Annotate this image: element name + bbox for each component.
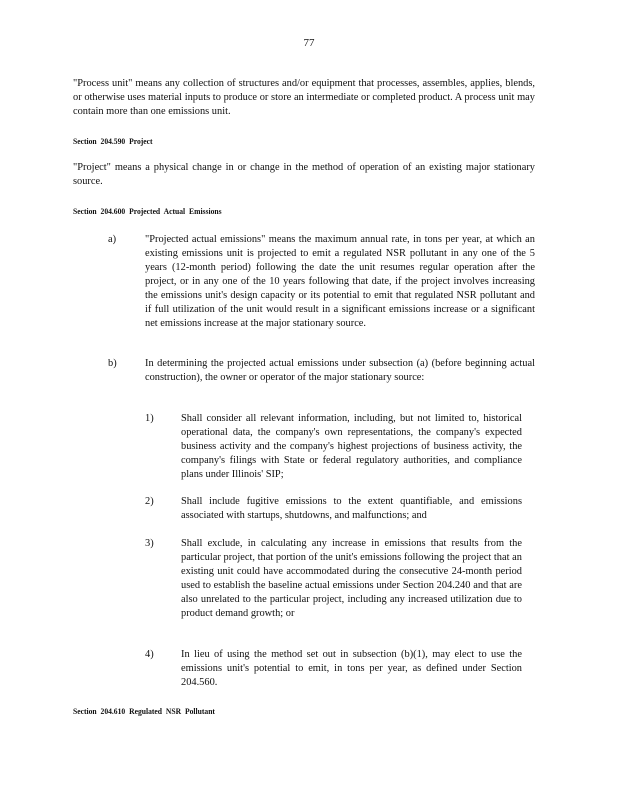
subsection-a-marker: a)	[108, 234, 117, 245]
section-heading-204-590: Section 204.590 Project	[73, 136, 153, 147]
subsection-b4-text: In lieu of using the method set out in subsection (b)(1), may elect to use the emissions unit's potential to emit, in tons per year, as defined under Section 204.560.	[181, 649, 522, 688]
project-definition: "Project" means a physical change in or change in the method of operation of an existing major stationary source.	[73, 162, 535, 187]
subsection-b-text: In determining the projected actual emissions under subsection (a) (before beginning actual construction), the owner or operator of the major stationary source:	[145, 358, 535, 383]
section-heading-204-610: Section 204.610 Regulated NSR Pollutant	[73, 706, 215, 717]
section-heading-204-600: Section 204.600 Projected Actual Emissions	[73, 206, 222, 217]
subsection-b2-marker: 2)	[145, 496, 154, 507]
subsection-b2-text: Shall include fugitive emissions to the extent quantifiable, and emissions associated with startups, shutdowns, and malfunctions; and	[181, 496, 522, 521]
subsection-b1-text: Shall consider all relevant information, including, but not limited to, historical operational data, the company's own representations, the company's expected business activity and the company's highest projections of business activity, the company's filings with State or federal regulatory authorities, and compliance plans under Illinois' SIP;	[181, 413, 522, 480]
subsection-b3-text: Shall exclude, in calculating any increase in emissions that results from the particular project, that portion of the unit's emissions following the project that an existing unit could have accommodated during the consecutive 24-month period used to establish the baseline actual emissions under Section 204.240 and that are also unrelated to the particular project, including any increased utilization due to product demand growth; or	[181, 538, 522, 619]
subsection-b3-marker: 3)	[145, 538, 154, 549]
subsection-b1-marker: 1)	[145, 413, 154, 424]
subsection-b-marker: b)	[108, 358, 117, 369]
subsection-a-text: "Projected actual emissions" means the maximum annual rate, in tons per year, at which an existing emissions unit is projected to emit a regulated NSR pollutant in any one of the 5 years (12-month period) following the date the unit resumes regular operation after the project, or in any one of the 10 years following that date, if the project involves increasing the emissions unit's design capacity or its potential to emit that regulated NSR pollutant and if full utilization of the unit would result in a significant emissions increase or a significant net emissions increase at the major stationary source.	[145, 234, 535, 329]
page-number: 77	[303, 37, 315, 49]
process-unit-definition: "Process unit" means any collection of structures and/or equipment that processes, assembles, applies, blends, or otherwise uses material inputs to produce or store an intermediate or completed product. A process unit may contain more than one emissions unit.	[73, 78, 535, 117]
subsection-b4-marker: 4)	[145, 649, 154, 660]
